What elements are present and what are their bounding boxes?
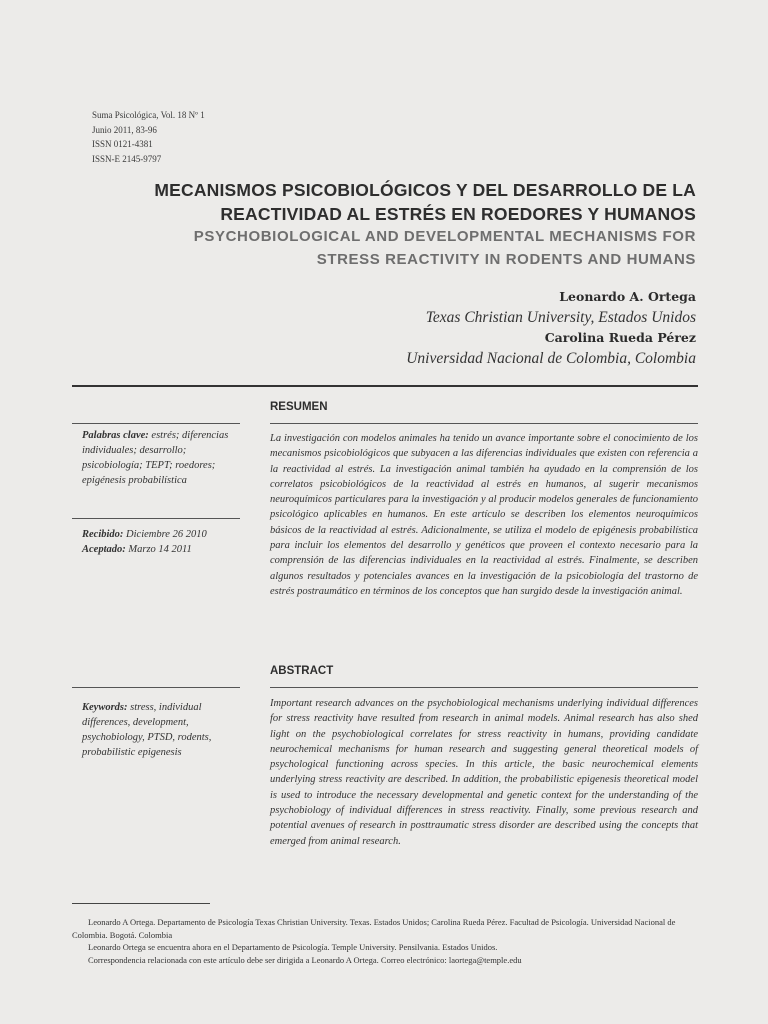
dates-divider bbox=[72, 518, 240, 519]
title-english-line-1: PSYCHOBIOLOGICAL AND DEVELOPMENTAL MECHANISMS FOR bbox=[193, 228, 696, 245]
keywords-text: stress, individual differences, development, psychobiology, PTSD, rodents, probabilistic epigenesis bbox=[82, 702, 212, 758]
keywords-english bbox=[82, 700, 240, 760]
abstract-heading: ABSTRACT bbox=[270, 665, 334, 677]
title-spanish-line-1: MECANISMOS PSICOBIOLÓGICOS Y DEL DESARROLLO DE LA bbox=[154, 180, 696, 200]
keywords-label: Keywords: bbox=[82, 702, 128, 713]
author-name: Carolina Rueda Pérez bbox=[544, 330, 696, 345]
abstract-divider bbox=[270, 687, 698, 688]
keywords-en-divider bbox=[72, 687, 240, 688]
journal-volume: Suma Psicológica, Vol. 18 Nº 1 bbox=[92, 110, 205, 120]
journal-info bbox=[92, 108, 205, 166]
article-dates bbox=[82, 527, 240, 557]
title-spanish-line-2: REACTIVIDAD AL ESTRÉS EN ROEDORES Y HUMANOS bbox=[220, 204, 696, 224]
resumen-heading: RESUMEN bbox=[270, 401, 328, 413]
received-label: Recibido: bbox=[82, 529, 124, 540]
footnote-current-address: Leonardo Ortega se encuentra ahora en el Departamento de Psicología. Temple University. Pensilvania. Estados Unidos. bbox=[88, 942, 498, 952]
accepted-label: Aceptado: bbox=[82, 544, 126, 555]
resumen-text: La investigación con modelos animales ha tenido un avance importante sobre el conocimiento de los mecanismos psicobiológicos que subyacen a las diferencias individuales que existen con referencia a la reactividad al estrés. La investigación animal también ha ayudado en la comprensión de los correlatos psicobiológicos de la reactividad al estrés en humanos, al sugerir mecanismos neuroquímicos particulares para la investigación y al producir modelos generales de funcionamiento psicológico aplicables en humanos. En este artículo se describen los elementos neuroquímicos básicos de la reactividad al estrés. Adicionalmente, se utiliza el modelo de epigénesis probabilística para incluir los elementos del desarrollo y genéticos que proveen el contexto necesario para la comprensión de las diferencias individuales en la reactividad al estrés. Finalmente, se describen algunos resultados y potenciales avances en la investigación de la psicobiología del trastorno de estrés postraumático en términos de los conceptos que han surgido desde la investigación animal. bbox=[270, 433, 698, 597]
palabras-clave-text: estrés; diferencias individuales; desarrollo; psicobiología; TEPT; roedores; epigénesis probabilística bbox=[82, 430, 229, 486]
footnote-correspondence: Correspondencia relacionada con este artículo debe ser dirigida a Leonardo A Ortega. Correo electrónico: laortega@temple.edu bbox=[88, 954, 522, 965]
footnote-affiliations: Leonardo A Ortega. Departamento de Psicología Texas Christian University. Texas. Estados Unidos; Carolina Rueda Pérez. Facultad de Psicología. Universidad Nacional de Colombia. Bogotá. Colombia bbox=[72, 917, 676, 940]
title-spanish bbox=[56, 178, 696, 226]
author-affiliation: Universidad Nacional de Colombia, Colombia bbox=[406, 350, 696, 367]
resumen-divider bbox=[270, 423, 698, 424]
palabras-clave bbox=[82, 428, 240, 488]
title-english-line-2: STRESS REACTIVITY IN RODENTS AND HUMANS bbox=[316, 251, 696, 268]
title-english bbox=[56, 225, 696, 271]
journal-issn: ISSN 0121-4381 bbox=[92, 139, 153, 149]
received-date: Diciembre 26 2010 bbox=[123, 529, 207, 540]
journal-issn-e: ISSN-E 2145-9797 bbox=[92, 153, 162, 164]
footnotes bbox=[72, 916, 698, 966]
accepted-date: Marzo 14 2011 bbox=[125, 544, 192, 555]
authors bbox=[176, 287, 696, 369]
footnote-divider bbox=[72, 903, 210, 904]
palabras-clave-label: Palabras clave: bbox=[82, 430, 149, 441]
author-name: Leonardo A. Ortega bbox=[559, 289, 696, 304]
author-affiliation: Texas Christian University, Estados Unidos bbox=[425, 309, 696, 326]
header-divider bbox=[72, 385, 698, 387]
abstract-text: Important research advances on the psychobiological mechanisms underlying individual differences for stress reactivity have resulted from research in animal models. Animal research has also shed light on the psychobiological correlates for stress reactivity in humans, providing candidate neurochemical mechanisms for human research and suggesting general theoretical models of psychological functioning across species. In this article, the basic neurochemical elements underlying stress reactivity are described. In addition, the probabilistic epigenesis theoretical model is used to introduce the necessary developmental and genetic context for the understanding of the psychobiology of individual differences in stress reactivity. Finally, some previous research and potential avenues of research in posttraumatic stress disorder are described using the concepts that emerged from animal research. bbox=[270, 698, 698, 847]
keywords-divider bbox=[72, 423, 240, 424]
journal-date-pages: Junio 2011, 83-96 bbox=[92, 124, 157, 135]
